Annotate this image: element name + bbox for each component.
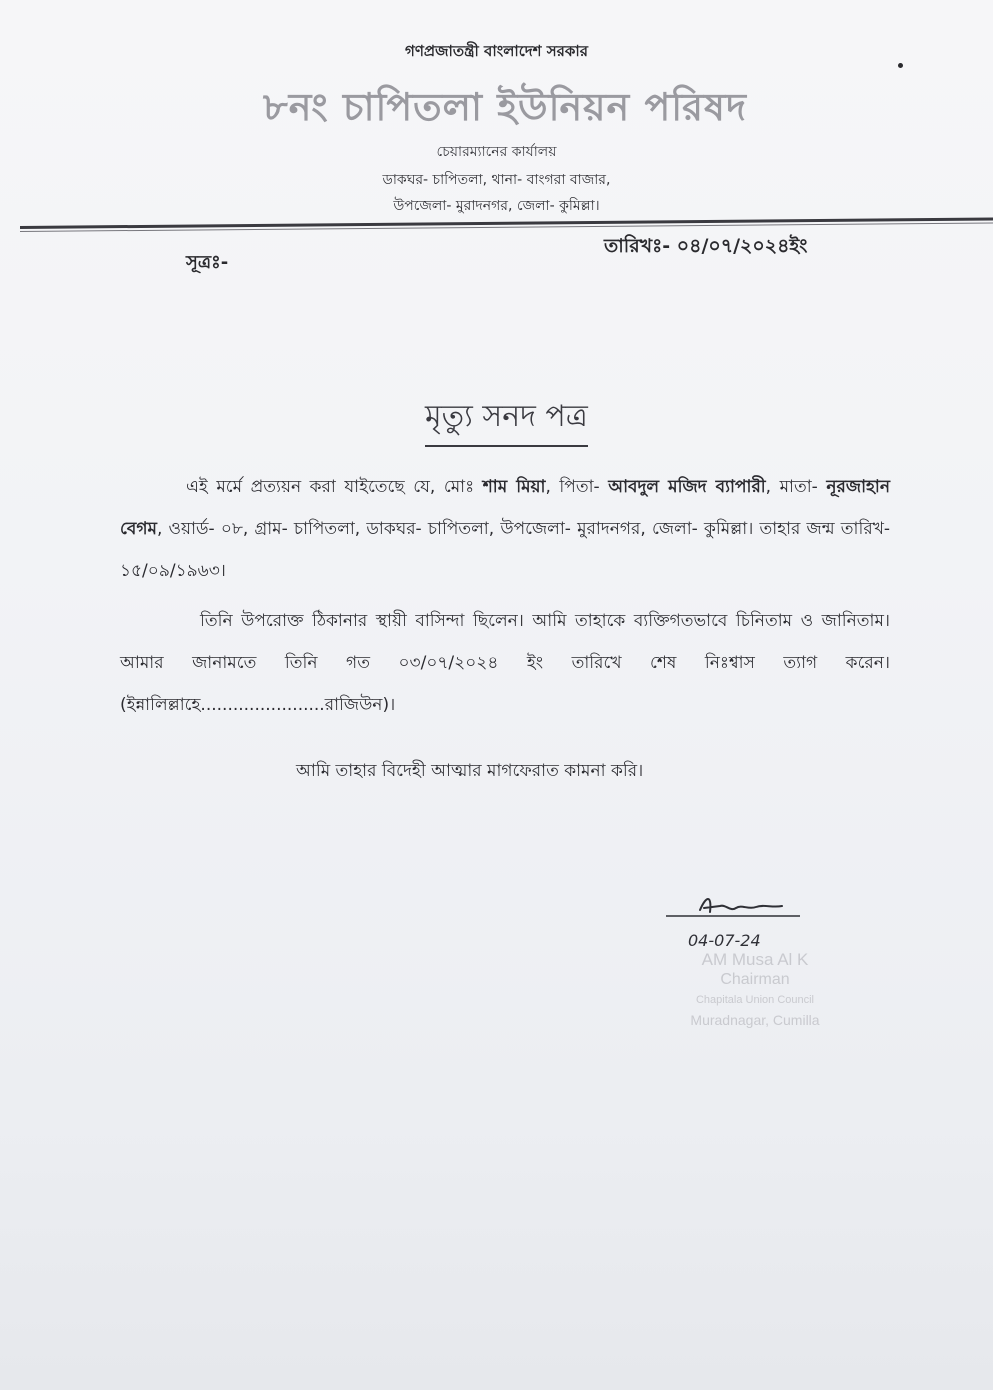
prayer-line: আমি তাহার বিদেহী আত্মার মাগফেরাত কামনা করি। bbox=[296, 761, 644, 781]
chairman-stamp bbox=[650, 950, 860, 1030]
mother-name: নূরজাহান বেগম bbox=[120, 477, 891, 539]
council-title: ৮নং চাপিতলা ইউনিয়ন পরিষদ bbox=[263, 85, 747, 129]
certificate-paragraph-2: তিনি উপরোক্ত ঠিকানার স্থায়ী বাসিন্দা ছিলেন। আমি তাহাকে ব্যক্তিগতভাবে চিনিতাম ও জানিতাম। আমার জানামতে তিনি গত ০৩/০৭/২০২৪ ইং তারিখে শেষ নিঃশ্বাস ত্যাগ করেন। (ইন্নালিল্লাহে.......................রাজিউন)। bbox=[120, 611, 890, 715]
p1-text-2: , পিতা- bbox=[545, 477, 609, 497]
address-line-2: উপজেলা- মুরাদনগর, জেলা- কুমিল্লা। bbox=[393, 198, 600, 214]
signature-date: 04-07-24 bbox=[688, 931, 761, 950]
p1-text-1: এই মর্মে প্রত্যয়ন করা যাইতেছে যে, মোঃ bbox=[186, 477, 483, 497]
issue-date: তারিখঃ- ০৪/০৭/২০২৪ইং bbox=[604, 235, 808, 257]
stamp-title: Chairman bbox=[720, 971, 790, 988]
date-of-birth: ১৫/০৯/১৯৬৩ bbox=[120, 561, 220, 581]
father-name: আবদুল মজিদ ব্যাপারী bbox=[608, 477, 766, 497]
chairman-signature bbox=[660, 890, 840, 950]
certificate-paragraph-1 bbox=[120, 466, 890, 592]
reference-label: সূত্রঃ- bbox=[186, 252, 229, 273]
office-name: চেয়ারম্যানের কার্যালয় bbox=[436, 144, 557, 160]
address-line-1: ডাকঘর- চাপিতলা, থানা- বাংগরা বাজার, bbox=[382, 172, 611, 188]
document-title: মৃত্যু সনদ পত্র bbox=[425, 392, 588, 447]
p1-text-3: , মাতা- bbox=[765, 477, 827, 497]
government-line: গণপ্রজাতন্ত্রী বাংলাদেশ সরকার bbox=[405, 42, 588, 60]
stamp-name: AM Musa Al K bbox=[701, 950, 809, 969]
p1-text-5: । bbox=[219, 561, 226, 581]
stamp-council: Chapitala Union Council bbox=[695, 994, 814, 1006]
deceased-name: শাম মিয়া bbox=[482, 477, 546, 497]
p1-text-4: , ওয়ার্ড- ০৮, গ্রাম- চাপিতলা, ডাকঘর- চাপিতলা, উপজেলা- মুরাদনগর, জেলা- কুমিল্লা। তাহার জন্ম তারিখ- bbox=[156, 519, 890, 539]
stamp-location: Muradnagar, Cumilla bbox=[690, 1012, 820, 1028]
